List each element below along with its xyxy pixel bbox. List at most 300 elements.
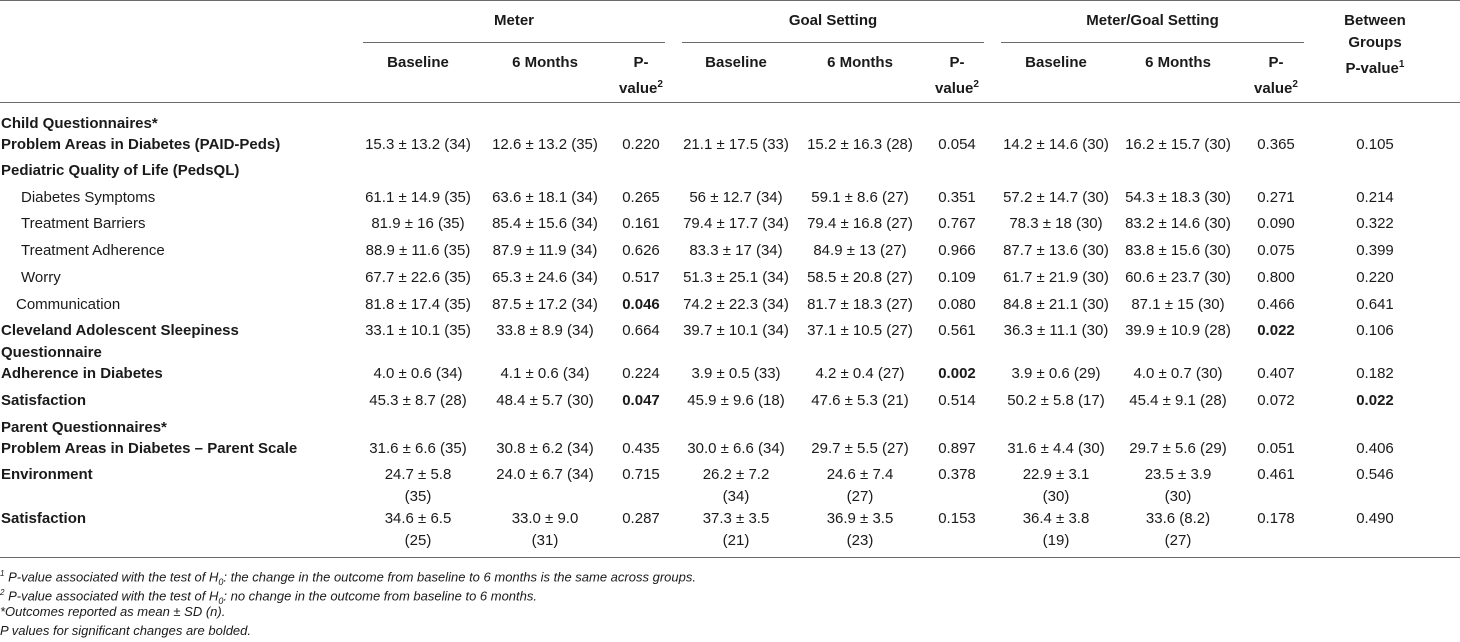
cell-text: 0.490 — [1356, 510, 1394, 527]
pvalue-cell — [606, 134, 676, 156]
cell-text: 47.6 ± 5.3 (21) — [811, 392, 909, 409]
row-label — [21, 213, 145, 235]
row-label-text: Child Questionnaires* — [1, 115, 158, 132]
footnote-4: P values for significant changes are bolded. — [0, 623, 252, 638]
between-footnote-marker: 1 — [1398, 59, 1405, 70]
cell-text: 83.2 ± 14.6 (30) — [1125, 215, 1231, 232]
pvalue-text: value — [935, 80, 974, 97]
subheader-goal-6months: 6 Months — [827, 54, 893, 71]
value-cell — [671, 363, 801, 385]
cell-text: 37.1 ± 10.5 (27) — [807, 322, 913, 339]
value-cell — [480, 438, 610, 460]
row-label — [16, 294, 120, 316]
between-pvalue-text: P-value — [1345, 60, 1399, 77]
pvalue-cell — [922, 267, 992, 289]
pvalue-footnote-marker: 2 — [973, 79, 979, 90]
between-line-3 — [1320, 54, 1430, 80]
pvalue-cell — [1340, 390, 1410, 412]
pvalue-line-2 — [606, 74, 676, 100]
cell-text: 0.265 — [622, 189, 660, 206]
cell-text-line2: (31) — [531, 532, 559, 549]
cell-text: 0.767 — [938, 215, 976, 232]
cell-text: 0.047 — [622, 392, 660, 409]
pvalue-cell — [1241, 464, 1311, 486]
value-cell — [353, 267, 483, 289]
footnote-3: *Outcomes reported as mean ± SD (n). — [0, 604, 226, 619]
value-cell — [991, 294, 1121, 316]
cell-text: 83.8 ± 15.6 (30) — [1125, 242, 1231, 259]
cell-text-line2: (34) — [722, 488, 750, 505]
pvalue-cell — [606, 320, 676, 342]
cell-text: 24.6 ± 7.4 — [826, 466, 894, 483]
cell-text: 0.461 — [1257, 466, 1295, 483]
value-cell — [480, 240, 610, 262]
value-cell — [991, 187, 1121, 209]
cell-text: 36.4 ± 3.8 — [1022, 510, 1090, 527]
cell-text: 0.435 — [622, 440, 660, 457]
value-cell — [353, 294, 483, 316]
pvalue-cell — [606, 294, 676, 316]
subheader-meter-6months: 6 Months — [512, 54, 578, 71]
subheader-meter-baseline: Baseline — [387, 54, 449, 71]
pvalue-cell — [1340, 240, 1410, 262]
cell-text: 29.7 ± 5.6 (29) — [1129, 440, 1227, 457]
cell-text: 0.072 — [1257, 392, 1295, 409]
value-cell — [795, 508, 925, 552]
cell-text: 81.7 ± 18.3 (27) — [807, 296, 913, 313]
value-cell — [991, 390, 1121, 412]
cell-text: 0.800 — [1257, 269, 1295, 286]
subheader-goal-pvalue — [922, 52, 992, 100]
cell-text: 39.7 ± 10.1 (34) — [683, 322, 789, 339]
subheader-mg-baseline: Baseline — [1025, 54, 1087, 71]
row-label-text: Pediatric Quality of Life (PedsQL) — [1, 162, 240, 179]
value-cell — [480, 320, 610, 342]
cell-text: 54.3 ± 18.3 (30) — [1125, 189, 1231, 206]
cell-text: 0.054 — [938, 136, 976, 153]
cell-text: 0.378 — [938, 466, 976, 483]
cell-text: 50.2 ± 5.8 (17) — [1007, 392, 1105, 409]
pvalue-text: value — [619, 80, 658, 97]
cell-text-line2: (21) — [722, 532, 750, 549]
value-cell — [795, 187, 925, 209]
pvalue-cell — [922, 320, 992, 342]
cell-text: 4.1 ± 0.6 (34) — [500, 365, 590, 382]
cell-text: 81.8 ± 17.4 (35) — [365, 296, 471, 313]
cell-text: 61.7 ± 21.9 (30) — [1003, 269, 1109, 286]
value-cell — [353, 134, 483, 156]
value-cell — [353, 390, 483, 412]
value-cell — [353, 320, 483, 342]
pvalue-cell — [922, 134, 992, 156]
value-cell — [1113, 240, 1243, 262]
value-cell — [991, 213, 1121, 235]
cell-text: 56 ± 12.7 (34) — [689, 189, 783, 206]
cell-text: 30.0 ± 6.6 (34) — [687, 440, 785, 457]
cell-text: 63.6 ± 18.1 (34) — [492, 189, 598, 206]
cell-text: 21.1 ± 17.5 (33) — [683, 136, 789, 153]
cell-text: 0.399 — [1356, 242, 1394, 259]
cell-text: 0.322 — [1356, 215, 1394, 232]
pvalue-cell — [1340, 187, 1410, 209]
cell-text-line2: (27) — [846, 488, 874, 505]
value-cell — [991, 134, 1121, 156]
cell-text: 87.1 ± 15 (30) — [1131, 296, 1225, 313]
row-label-text: Worry — [21, 269, 61, 286]
cell-text: 36.3 ± 11.1 (30) — [1003, 322, 1109, 339]
pvalue-cell — [1340, 134, 1410, 156]
cell-text: 3.9 ± 0.5 (33) — [691, 365, 781, 382]
pvalue-cell — [606, 438, 676, 460]
pvalue-cell — [1340, 363, 1410, 385]
subheader-mg-pvalue — [1241, 52, 1311, 100]
cell-text: 61.1 ± 14.9 (35) — [365, 189, 471, 206]
value-cell — [1113, 294, 1243, 316]
pvalue-cell — [1340, 267, 1410, 289]
value-cell — [795, 320, 925, 342]
subheader-meter-pvalue — [606, 52, 676, 100]
cell-text: 0.105 — [1356, 136, 1394, 153]
group-header-goal-setting: Goal Setting — [788, 12, 878, 29]
top-rule — [0, 0, 1460, 1]
cell-text: 84.8 ± 21.1 (30) — [1003, 296, 1109, 313]
pvalue-cell — [1340, 213, 1410, 235]
cell-text: 0.161 — [622, 215, 660, 232]
cell-text: 0.075 — [1257, 242, 1295, 259]
value-cell — [480, 464, 610, 486]
pvalue-cell — [1241, 438, 1311, 460]
value-cell — [671, 213, 801, 235]
pvalue-cell — [606, 267, 676, 289]
cell-text: 31.6 ± 6.6 (35) — [369, 440, 467, 457]
footnote-2-subscript: 0 — [218, 595, 224, 606]
value-cell — [795, 213, 925, 235]
cell-text: 3.9 ± 0.6 (29) — [1011, 365, 1101, 382]
value-cell — [795, 134, 925, 156]
cell-text: 16.2 ± 15.7 (30) — [1125, 136, 1231, 153]
cell-text: 0.715 — [622, 466, 660, 483]
value-cell — [480, 187, 610, 209]
pvalue-cell — [1241, 267, 1311, 289]
cell-text-line2: (30) — [1164, 488, 1192, 505]
header-bottom-rule — [0, 102, 1460, 103]
cell-text: 0.514 — [938, 392, 976, 409]
value-cell — [991, 508, 1121, 552]
value-cell — [353, 187, 483, 209]
value-cell — [795, 363, 925, 385]
cell-text: 33.8 ± 8.9 (34) — [496, 322, 594, 339]
row-label-text: Diabetes Symptoms — [21, 189, 156, 206]
value-cell — [353, 213, 483, 235]
cell-text: 22.9 ± 3.1 — [1022, 466, 1090, 483]
value-cell — [1113, 267, 1243, 289]
cell-text: 83.3 ± 17 (34) — [689, 242, 783, 259]
cell-text: 0.090 — [1257, 215, 1295, 232]
value-cell — [795, 240, 925, 262]
cell-text: 12.6 ± 13.2 (35) — [492, 136, 598, 153]
cell-text: 0.517 — [622, 269, 660, 286]
cell-text: 78.3 ± 18 (30) — [1009, 215, 1103, 232]
pvalue-text: value — [1254, 80, 1293, 97]
cell-text: 79.4 ± 17.7 (34) — [683, 215, 789, 232]
cell-text: 45.4 ± 9.1 (28) — [1129, 392, 1227, 409]
cell-text: 0.365 — [1257, 136, 1295, 153]
cell-text: 0.641 — [1356, 296, 1394, 313]
pvalue-cell — [606, 464, 676, 486]
value-cell — [795, 294, 925, 316]
subheader-goal-baseline: Baseline — [705, 54, 767, 71]
value-cell — [1113, 134, 1243, 156]
cell-text: 67.7 ± 22.6 (35) — [365, 269, 471, 286]
cell-text: 59.1 ± 8.6 (27) — [811, 189, 909, 206]
row-label-text: Communication — [16, 296, 121, 313]
value-cell — [991, 320, 1121, 342]
cell-text: 0.051 — [1257, 440, 1295, 457]
pvalue-line-1: P- — [949, 54, 965, 71]
cell-text: 33.1 ± 10.1 (35) — [365, 322, 471, 339]
value-cell — [671, 187, 801, 209]
pvalue-cell — [606, 213, 676, 235]
cell-text: 30.8 ± 6.2 (34) — [496, 440, 594, 457]
value-cell — [480, 508, 610, 552]
pvalue-cell — [1340, 508, 1410, 530]
cell-text: 81.9 ± 16 (35) — [371, 215, 465, 232]
row-label-text: Problem Areas in Diabetes (PAID-Peds) — [1, 136, 281, 153]
cell-text: 88.9 ± 11.6 (35) — [365, 242, 471, 259]
row-label — [21, 240, 165, 262]
cell-text-line2: (19) — [1042, 532, 1070, 549]
pvalue-cell — [1241, 320, 1311, 342]
cell-text: 4.2 ± 0.4 (27) — [815, 365, 905, 382]
footnote-2-text-b: : no change in the outcome from baseline to 6 months. — [223, 588, 537, 604]
value-cell — [991, 438, 1121, 460]
value-cell — [1113, 508, 1243, 552]
row-label — [1, 134, 280, 156]
cell-text-line2: (25) — [404, 532, 432, 549]
pvalue-cell — [1340, 464, 1410, 486]
cell-text: 87.7 ± 13.6 (30) — [1003, 242, 1109, 259]
cell-text: 0.407 — [1257, 365, 1295, 382]
cell-text: 0.966 — [938, 242, 976, 259]
pvalue-cell — [1241, 508, 1311, 530]
cell-text: 0.664 — [622, 322, 660, 339]
cell-text: 45.9 ± 9.6 (18) — [687, 392, 785, 409]
pvalue-cell — [922, 363, 992, 385]
cell-text-line2: (27) — [1164, 532, 1192, 549]
between-groups-header — [1320, 10, 1430, 80]
row-label — [1, 320, 239, 364]
cell-text: 0.080 — [938, 296, 976, 313]
row-label-text: Treatment Adherence — [21, 242, 165, 259]
cell-text: 29.7 ± 5.5 (27) — [811, 440, 909, 457]
value-cell — [795, 438, 925, 460]
cell-text: 24.0 ± 6.7 (34) — [496, 466, 594, 483]
row-label — [1, 113, 158, 135]
cell-text: 79.4 ± 16.8 (27) — [807, 215, 913, 232]
cell-text: 0.561 — [938, 322, 976, 339]
cell-text: 0.002 — [938, 365, 976, 382]
cell-text: 36.9 ± 3.5 — [826, 510, 894, 527]
cell-text: 0.153 — [938, 510, 976, 527]
cell-text: 51.3 ± 25.1 (34) — [683, 269, 789, 286]
value-cell — [991, 464, 1121, 508]
value-cell — [795, 464, 925, 508]
pvalue-cell — [1241, 187, 1311, 209]
row-label — [21, 187, 155, 209]
cell-text: 65.3 ± 24.6 (34) — [492, 269, 598, 286]
footnote-1-marker: 1 — [0, 569, 5, 578]
cell-text: 14.2 ± 14.6 (30) — [1003, 136, 1109, 153]
pvalue-cell — [606, 508, 676, 530]
value-cell — [671, 464, 801, 508]
cell-text: 39.9 ± 10.9 (28) — [1125, 322, 1231, 339]
table-bottom-rule — [0, 557, 1460, 558]
cell-text: 0.224 — [622, 365, 660, 382]
cell-text: 34.6 ± 6.5 — [384, 510, 452, 527]
cell-text: 0.406 — [1356, 440, 1394, 457]
value-cell — [671, 508, 801, 552]
cell-text: 0.287 — [622, 510, 660, 527]
pvalue-cell — [606, 240, 676, 262]
cell-text: 31.6 ± 4.4 (30) — [1007, 440, 1105, 457]
row-label — [1, 390, 86, 412]
pvalue-cell — [1241, 294, 1311, 316]
value-cell — [991, 267, 1121, 289]
pvalue-cell — [606, 363, 676, 385]
cell-text: 0.271 — [1257, 189, 1295, 206]
value-cell — [671, 240, 801, 262]
cell-text-line2: (23) — [846, 532, 874, 549]
value-cell — [671, 294, 801, 316]
pvalue-cell — [922, 213, 992, 235]
cell-text: 0.022 — [1356, 392, 1394, 409]
cell-text: 87.5 ± 17.2 (34) — [492, 296, 598, 313]
cell-text: 0.466 — [1257, 296, 1295, 313]
value-cell — [353, 240, 483, 262]
between-line-2: Groups — [1348, 34, 1402, 51]
value-cell — [353, 363, 483, 385]
cell-text: 26.2 ± 7.2 — [702, 466, 770, 483]
footnote-2-text-a: P-value associated with the test of H — [4, 588, 219, 604]
cell-text: 0.178 — [1257, 510, 1295, 527]
footnote-2-marker: 2 — [0, 588, 5, 597]
footnote-1-text-b: : the change in the outcome from baseline to 6 months is the same across groups. — [223, 569, 696, 585]
pvalue-line-2 — [922, 74, 992, 100]
cell-text: 0.022 — [1257, 322, 1295, 339]
cell-text: 0.220 — [622, 136, 660, 153]
cell-text: 0.626 — [622, 242, 660, 259]
value-cell — [480, 134, 610, 156]
value-cell — [1113, 390, 1243, 412]
value-cell — [671, 438, 801, 460]
row-label-text: Environment — [1, 466, 93, 483]
pvalue-cell — [1241, 134, 1311, 156]
subheader-mg-6months: 6 Months — [1145, 54, 1211, 71]
cell-text-line2: (35) — [404, 488, 432, 505]
cell-text: 0.897 — [938, 440, 976, 457]
row-label-text-line2: Questionnaire — [1, 344, 102, 361]
row-label — [1, 363, 163, 385]
value-cell — [795, 390, 925, 412]
value-cell — [671, 134, 801, 156]
pvalue-footnote-marker: 2 — [657, 79, 663, 90]
cell-text-line2: (30) — [1042, 488, 1070, 505]
value-cell — [1113, 213, 1243, 235]
group-header-meter: Meter — [493, 12, 534, 29]
cell-text: 24.7 ± 5.8 — [384, 466, 452, 483]
cell-text: 0.220 — [1356, 269, 1394, 286]
between-line-1: Between — [1344, 12, 1406, 29]
row-label-text: Adherence in Diabetes — [1, 365, 163, 382]
cell-text: 0.182 — [1356, 365, 1394, 382]
cell-text: 0.546 — [1356, 466, 1394, 483]
cell-text: 57.2 ± 14.7 (30) — [1003, 189, 1109, 206]
value-cell — [353, 438, 483, 460]
footnote-1-text-a: P-value associated with the test of H — [4, 569, 219, 585]
value-cell — [480, 294, 610, 316]
cell-text: 4.0 ± 0.6 (34) — [373, 365, 463, 382]
value-cell — [671, 267, 801, 289]
value-cell — [1113, 438, 1243, 460]
row-label-text: Problem Areas in Diabetes – Parent Scale — [1, 440, 298, 457]
pvalue-cell — [922, 240, 992, 262]
cell-text: 48.4 ± 5.7 (30) — [496, 392, 594, 409]
cell-text: 23.5 ± 3.9 — [1144, 466, 1212, 483]
value-cell — [480, 213, 610, 235]
group-rule-meter — [363, 42, 665, 43]
value-cell — [480, 363, 610, 385]
cell-text: 15.3 ± 13.2 (34) — [365, 136, 471, 153]
pvalue-cell — [922, 390, 992, 412]
cell-text: 85.4 ± 15.6 (34) — [492, 215, 598, 232]
value-cell — [795, 267, 925, 289]
pvalue-line-2 — [1241, 74, 1311, 100]
row-label — [1, 160, 239, 182]
value-cell — [353, 508, 483, 552]
group-rule-goal-setting — [682, 42, 984, 43]
value-cell — [1113, 320, 1243, 342]
pvalue-cell — [922, 187, 992, 209]
row-label — [1, 464, 93, 486]
pvalue-cell — [1241, 390, 1311, 412]
row-label-text: Satisfaction — [1, 510, 87, 527]
row-label — [1, 438, 297, 460]
pvalue-cell — [922, 464, 992, 486]
cell-text: 0.106 — [1356, 322, 1394, 339]
cell-text: 15.2 ± 16.3 (28) — [807, 136, 913, 153]
cell-text: 74.2 ± 22.3 (34) — [683, 296, 789, 313]
cell-text: 0.214 — [1356, 189, 1394, 206]
cell-text: 0.351 — [938, 189, 976, 206]
cell-text: 4.0 ± 0.7 (30) — [1133, 365, 1223, 382]
value-cell — [480, 267, 610, 289]
value-cell — [1113, 187, 1243, 209]
cell-text: 33.0 ± 9.0 — [511, 510, 579, 527]
footnote-1-subscript: 0 — [218, 576, 224, 587]
pvalue-footnote-marker: 2 — [1292, 79, 1298, 90]
row-label — [1, 417, 167, 439]
cell-text: 60.6 ± 23.7 (30) — [1125, 269, 1231, 286]
cell-text: 45.3 ± 8.7 (28) — [369, 392, 467, 409]
pvalue-cell — [1241, 240, 1311, 262]
cell-text: 58.5 ± 20.8 (27) — [807, 269, 913, 286]
value-cell — [991, 363, 1121, 385]
pvalue-cell — [922, 294, 992, 316]
pvalue-cell — [1340, 294, 1410, 316]
row-label-text: Satisfaction — [1, 392, 87, 409]
row-label — [21, 267, 61, 289]
pvalue-cell — [1241, 213, 1311, 235]
